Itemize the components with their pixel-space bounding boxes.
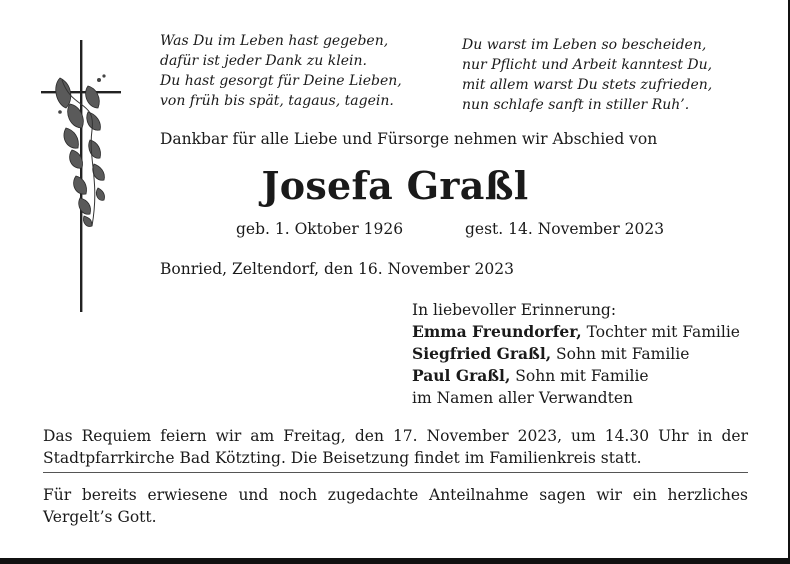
death-date: gest. 14. November 2023 xyxy=(465,220,665,238)
family-member-name: Emma Freundorfer, xyxy=(412,322,582,341)
family-heading: In liebevoller Erinnerung: xyxy=(412,301,617,319)
family-member-relation: Sohn mit Familie xyxy=(510,367,649,385)
poem-left-line: dafür ist jeder Dank zu klein. xyxy=(160,53,367,69)
poem-right xyxy=(462,35,712,115)
intro-text: Dankbar für alle Liebe und Fürsorge nehmen wir Abschied von xyxy=(160,130,658,148)
deceased-name: Josefa Graßl xyxy=(261,163,529,208)
family-member xyxy=(412,321,740,343)
poem-right-line: nun schlafe sanft in stiller Ruh’. xyxy=(462,97,690,113)
family-member-relation: Sohn mit Familie xyxy=(551,345,690,363)
family-member-name: Paul Graßl, xyxy=(412,366,511,385)
place-date: Bonried, Zeltendorf, den 16. November 2023 xyxy=(160,260,514,278)
family-member-name: Siegfried Graßl, xyxy=(412,344,552,363)
poem-left-line: Du hast gesorgt für Deine Lieben, xyxy=(160,73,402,89)
family-member-relation: Tochter mit Familie xyxy=(581,323,740,341)
requiem-text: Das Requiem feiern wir am Freitag, den 17. November 2023, um 14.30 Uhr in der Stadtpfarrkirche Bad Kötzting. Die Beisetzung findet im Familienkreis statt. xyxy=(43,427,748,467)
family-block xyxy=(412,299,740,409)
poem-right-line: Du warst im Leben so bescheiden, xyxy=(462,37,707,53)
family-footer: im Namen aller Verwandten xyxy=(412,389,633,407)
divider xyxy=(43,472,748,473)
poem-left-line: von früh bis spät, tagaus, tagein. xyxy=(160,93,394,109)
family-member xyxy=(412,365,740,387)
poem-right-line: nur Pflicht und Arbeit kanntest Du, xyxy=(462,57,713,73)
poem-left-line: Was Du im Leben hast gegeben, xyxy=(160,33,389,49)
family-member xyxy=(412,343,740,365)
poem-left xyxy=(160,31,402,111)
thanks-text: Für bereits erwiesene und noch zugedachte Anteilnahme sagen wir ein herzliches Vergelt’s Gott. xyxy=(43,486,748,526)
poem-right-line: mit allem warst Du stets zufrieden, xyxy=(462,77,713,93)
birth-date: geb. 1. Oktober 1926 xyxy=(236,220,404,238)
